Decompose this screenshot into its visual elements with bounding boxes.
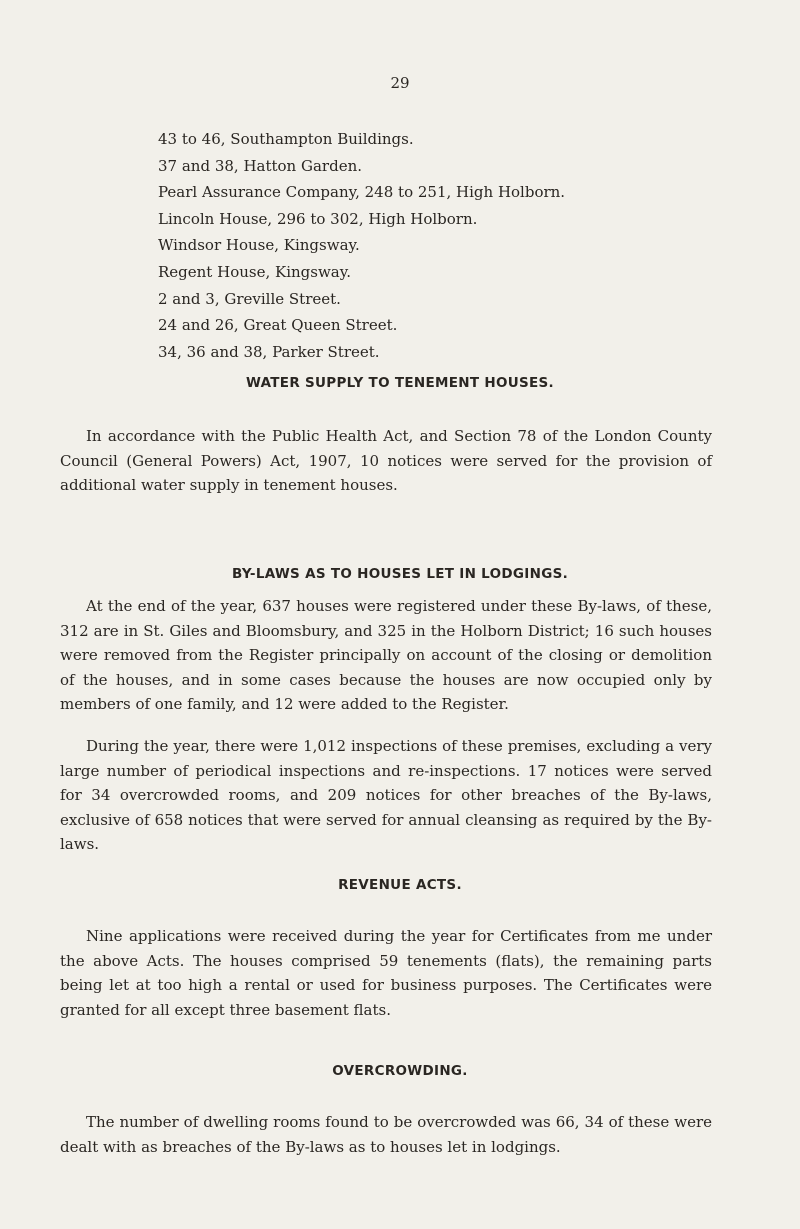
paragraph-overcrowding: The number of dwelling rooms found to be overcrowded was 66, 34 of these were dealt with as breaches of the By-laws as to houses let in lodgings. <box>60 1113 712 1156</box>
page-number: 29 <box>390 74 410 92</box>
section-heading-by-laws: BY-LAWS AS TO HOUSES LET IN LODGINGS. <box>231 566 569 582</box>
section-heading-revenue-acts: REVENUE ACTS. <box>338 877 462 893</box>
paragraph-by-laws-inspections: During the year, there were 1,012 inspections of these premises, excluding a very large number of periodical inspections and re-inspections. 17 notices were served for 34 overcrowded rooms, and 209 notices for other breaches of the By-laws, exclusive of 658 notices that were served for annual cleansing as required by the By-laws. <box>60 737 712 853</box>
address-item: Windsor House, Kingsway. <box>158 236 360 255</box>
address-item: 2 and 3, Greville Street. <box>158 289 341 308</box>
address-list <box>158 126 565 365</box>
address-item: Pearl Assurance Company, 248 to 251, High Holborn. <box>158 183 566 202</box>
address-item: 34, 36 and 38, Parker Street. <box>158 342 380 361</box>
address-item: 43 to 46, Southampton Buildings. <box>158 130 414 148</box>
paragraph-by-laws-registered: At the end of the year, 637 houses were registered under these By-laws, of these, 312 are in St. Giles and Bloomsbury, and 325 in the Holborn District; 16 such houses were removed from the Register principally on account of the closing or demolition of the houses, and in some cases because the houses are now occupied only by members of one family, and 12 were added to the Register. <box>60 597 712 713</box>
paragraph-revenue-acts: Nine applications were received during the year for Certificates from me under the above Acts. The houses comprised 59 tenements (flats), the remaining parts being let at too high a rental or used for business purposes. The Certificates were granted for all except three basement flats. <box>60 927 712 1019</box>
section-heading-overcrowding: OVERCROWDING. <box>332 1063 468 1079</box>
address-item: 37 and 38, Hatton Garden. <box>158 156 362 175</box>
address-item: 24 and 26, Great Queen Street. <box>158 316 398 335</box>
section-heading-water-supply: WATER SUPPLY TO TENEMENT HOUSES. <box>246 375 554 391</box>
address-item: Lincoln House, 296 to 302, High Holborn. <box>158 209 478 228</box>
paragraph-water-supply: In accordance with the Public Health Act, and Section 78 of the London County Council (General Powers) Act, 1907, 10 notices were served for the provision of additional water supply in tenement houses. <box>60 427 712 494</box>
address-item: Regent House, Kingsway. <box>158 262 351 281</box>
